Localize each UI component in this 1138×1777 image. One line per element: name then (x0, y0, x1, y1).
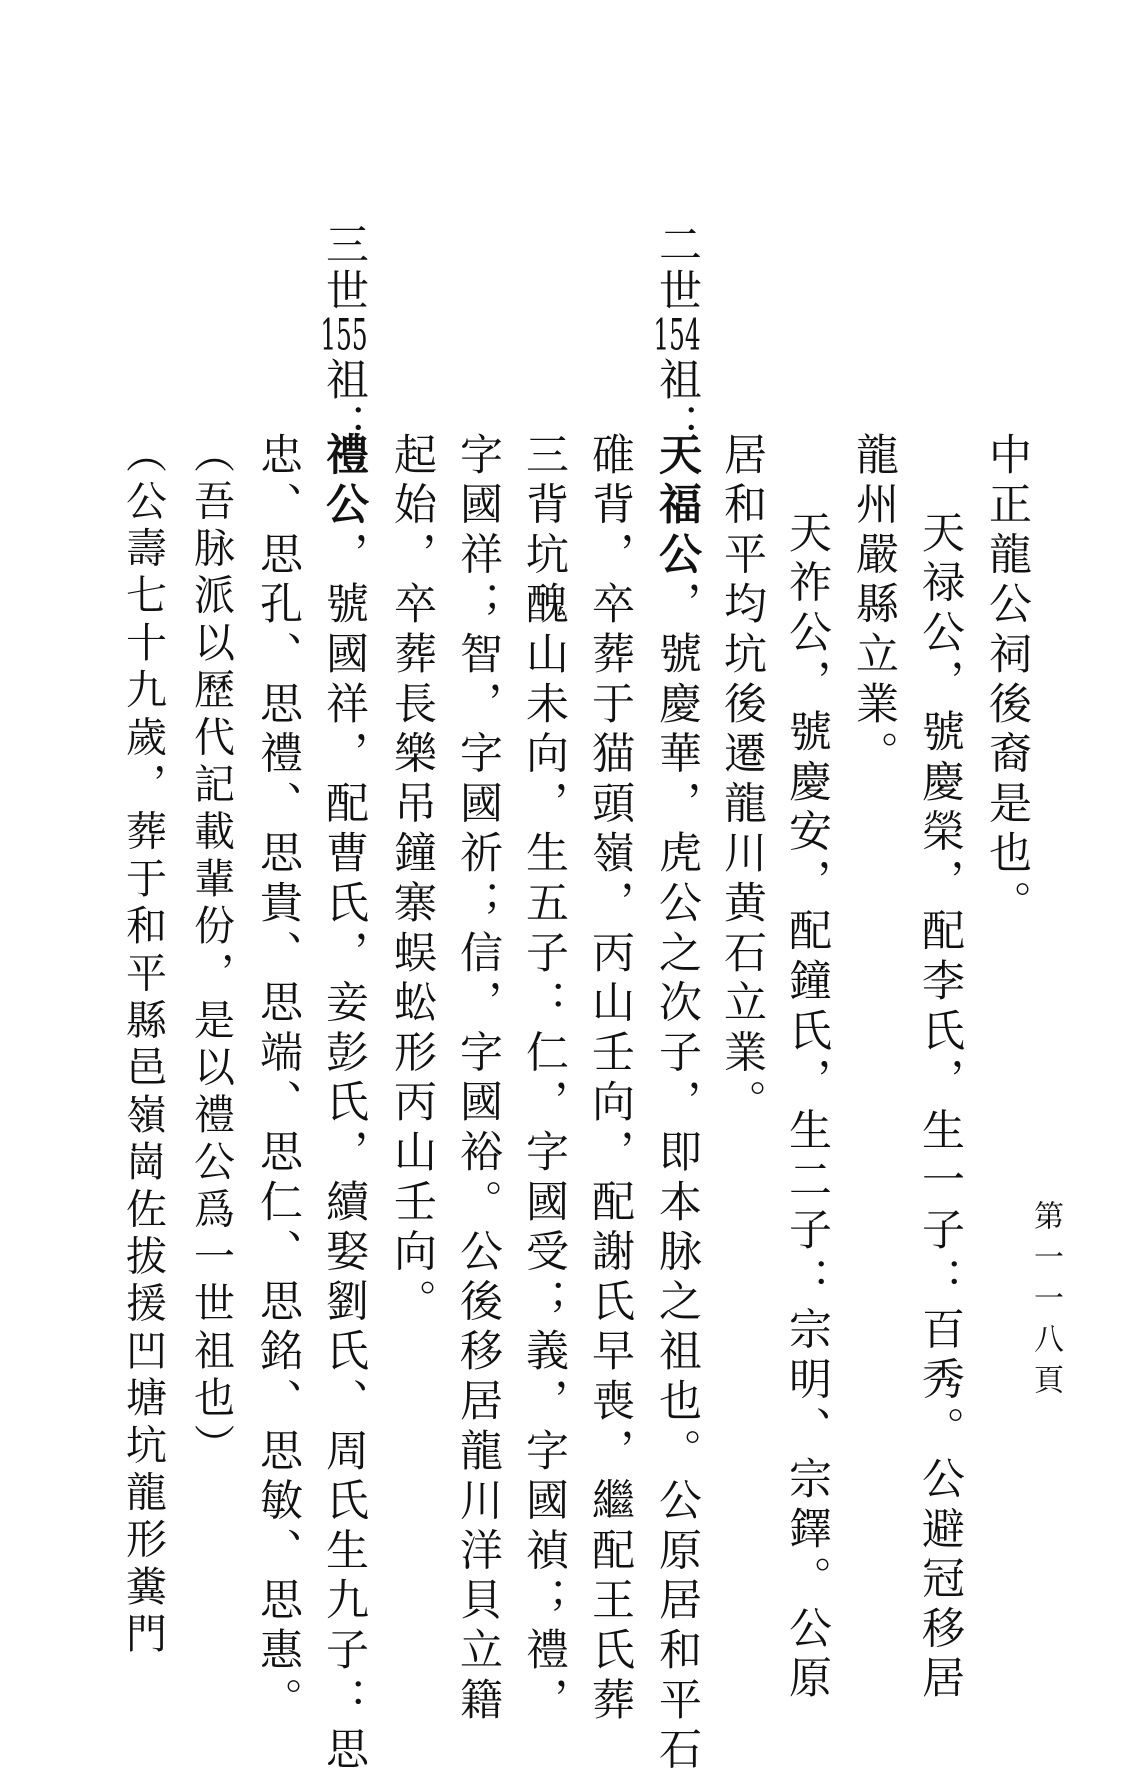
text-column-12: 忠、思孔、思禮、思貴、思端、思仁、思銘、思敏、思惠。 (253, 432, 303, 1727)
text-column-3: 龍州嚴縣立業。 (849, 432, 899, 781)
text-column-2: 天禄公，號慶榮，配李氏，生一子：百秀。公避冠移居 (915, 510, 965, 1706)
heading-third-generation-number: 155 (320, 314, 368, 357)
ancestor-name-tianfu: 天福公 (652, 432, 702, 582)
text-column-13-annotation: （吾脉派以歷代記載輩份，是以禮公爲一世祖也） (187, 432, 235, 1471)
heading-third-generation-prefix: 三世 (319, 222, 369, 314)
heading-second-generation (652, 222, 702, 449)
text-column-6 (652, 432, 702, 1777)
text-column-7: 碓背，卒葬于猫頭嶺，丙山壬向，配謝氏早喪，繼配王氏葬 (585, 432, 635, 1727)
text-column-11-body: ，號國祥，配曹氏，妾彭氏，續娶劉氏、周氏生九子：思 (319, 531, 369, 1777)
heading-second-generation-prefix: 二世 (652, 222, 702, 314)
heading-second-generation-suffix: 祖： (652, 357, 702, 449)
text-column-6-body: ，號慶華，虎公之次子，即本脉之祖也。公原居和平石 (652, 581, 702, 1777)
text-column-11 (319, 432, 369, 1777)
text-column-14-annotation: （公壽七十九歲，葬于和平縣邑嶺崗佐拔援凹塘坑龍形糞門 (119, 432, 167, 1660)
heading-third-generation-suffix: 祖： (319, 357, 369, 449)
heading-third-generation (319, 222, 369, 449)
text-column-4: 天祚公，號慶安，配鐘氏，生二子：宗明、宗鐸。公原 (782, 510, 832, 1706)
text-column-5: 居和平均坑後遷龍川黄石立業。 (717, 432, 767, 1130)
text-column-10: 起始，卒葬長樂吊鐘寨蜈蚣形丙山壬向。 (387, 432, 437, 1329)
text-column-9: 字國祥；智，字國祈；信，字國裕。公後移居龍川洋貝立籍 (453, 432, 503, 1727)
page-number: 第一一八頁 (1028, 1200, 1063, 1405)
text-column-8: 三背坑醜山未向，生五子：仁，字國受；義，字國禎；禮， (519, 432, 569, 1727)
heading-second-generation-number: 154 (653, 314, 701, 357)
text-column-1: 中正龍公祠後裔是也。 (982, 432, 1032, 930)
ancestor-name-li: 禮公 (319, 432, 369, 532)
